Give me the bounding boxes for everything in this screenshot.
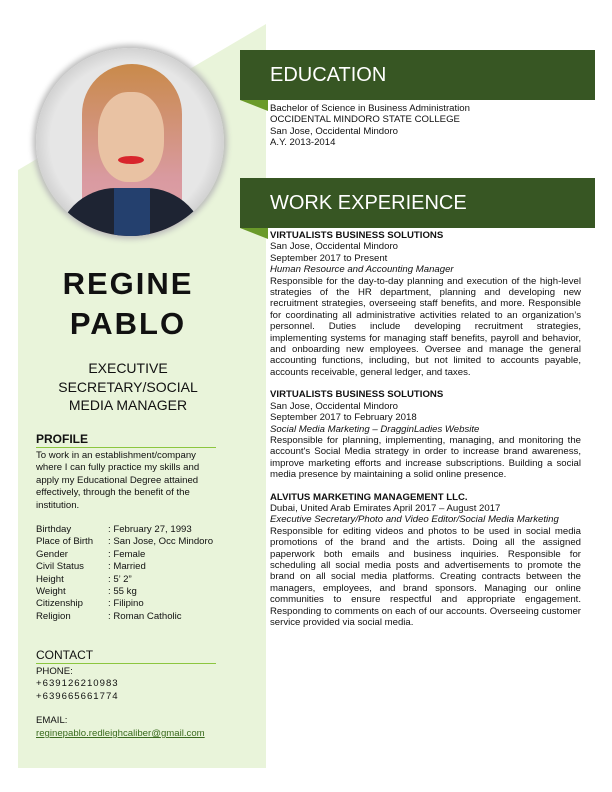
job-description: Responsible for the day-to-day planning and execution of the high-level strategies of the HR department, planning and developing new recruitment strategies, overseeing staff benefits, and more. Responsible for coordinating all administrative activities related to an organization’s personnel. Duties include developing recruitment strategies, implementing systems for managing staff benefits, payroll and behavior, and onboarding new employees. Oversee and manage the general accounting functions, including, but not limited to accounts payable, accounts receivable, general ledger, and taxes. xyxy=(270,275,581,378)
job-entry xyxy=(270,230,581,378)
fact-value: : 5’ 2” xyxy=(108,573,132,585)
last-name: PABLO xyxy=(69,306,187,341)
degree: Bachelor of Science in Business Administration xyxy=(270,103,470,114)
fact-value: : Female xyxy=(108,548,146,560)
job-entry xyxy=(270,492,581,629)
fact-row xyxy=(36,536,213,548)
job-description: Responsible for editing videos and photos to be used in social media promotions of the brand and the artists. Doing all the assigned paperwork both emails and business inquiries. Responsible for scheduling all social media posts and advertisements to promote the brand on all social media platforms. Creating contracts between the managers, employees, and brand sponsors. Managing our online communities to ensure respectful and appropriate engagement. Responding to comments on each of our accounts. Overseeing customer service provided via social media. xyxy=(270,525,581,628)
contact-info xyxy=(36,666,119,728)
job-dates: September 2017 to February 2018 xyxy=(270,412,417,424)
fact-row xyxy=(36,524,213,536)
heading-tab xyxy=(240,228,268,239)
fact-label: Gender xyxy=(36,548,68,560)
fact-row xyxy=(36,561,213,573)
email-label: EMAIL: xyxy=(36,715,68,727)
company: VIRTUALISTS BUSINESS SOLUTIONS xyxy=(270,389,444,401)
job-title xyxy=(18,359,238,415)
fact-value: : Filipino xyxy=(108,598,144,610)
education-details xyxy=(270,103,581,149)
job-location: Dubai, United Arab Emirates April 2017 – August 2017 xyxy=(270,502,501,514)
phone-label: PHONE: xyxy=(36,666,73,677)
personal-facts xyxy=(36,524,213,623)
work-experience-list xyxy=(270,230,581,639)
fact-row xyxy=(36,549,213,561)
job-entry xyxy=(270,389,581,480)
fact-label: Civil Status xyxy=(36,561,84,573)
phone-number: +639126210983 xyxy=(36,678,119,690)
job-role: Human Resource and Accounting Manager xyxy=(270,264,454,276)
profile-photo xyxy=(36,48,224,236)
fact-row xyxy=(36,611,213,623)
heading-tab xyxy=(240,100,268,111)
profile-heading: PROFILE xyxy=(36,432,216,448)
fact-value: : Roman Catholic xyxy=(108,610,182,622)
fact-value: : Married xyxy=(108,561,146,573)
profile-text: To work in an establishment/company where I can fully practice my skills and apply my Educational Degree attained effectively, through the benefit of the institution. xyxy=(36,450,200,511)
school-location: San Jose, Occidental Mindoro xyxy=(270,125,398,137)
company: VIRTUALISTS BUSINESS SOLUTIONS xyxy=(270,230,444,241)
job-dates: September 2017 to Present xyxy=(270,252,388,264)
fact-label: Weight xyxy=(36,586,66,598)
email-link[interactable]: reginepablo.redleighcaliber@gmail.com xyxy=(36,728,205,739)
job-title-line: SECRETARY/SOCIAL xyxy=(58,378,198,395)
first-name: REGINE xyxy=(62,266,194,301)
fact-row xyxy=(36,586,213,598)
school-year: A.Y. 2013-2014 xyxy=(270,137,336,149)
work-heading: WORK EXPERIENCE xyxy=(240,178,595,228)
job-description: Responsible for planning, implementing, managing, and monitoring the account's Social Media strategy in order to increase brand awareness, improve marketing efforts and increase subscriptions. Building a social media presence by maintaining a solid online presence. xyxy=(270,434,581,481)
school: OCCIDENTAL MINDORO STATE COLLEGE xyxy=(270,114,460,126)
fact-row xyxy=(36,574,213,586)
education-heading: EDUCATION xyxy=(240,50,595,100)
fact-row xyxy=(36,598,213,610)
fact-label: Height xyxy=(36,573,64,585)
job-role: Executive Secretary/Photo and Video Editor/Social Media Marketing xyxy=(270,514,559,526)
job-role: Social Media Marketing – DragginLadies Website xyxy=(270,423,480,435)
fact-label: Citizenship xyxy=(36,598,83,610)
job-location: San Jose, Occidental Mindoro xyxy=(270,400,398,412)
job-title-line: EXECUTIVE xyxy=(88,360,168,376)
company: ALVITUS MARKETING MANAGEMENT LLC. xyxy=(270,491,468,503)
fact-value: : San Jose, Occ Mindoro xyxy=(108,536,214,548)
phone-number: +639665661774 xyxy=(36,690,119,702)
fact-label: Birthday xyxy=(36,524,72,535)
contact-heading: CONTACT xyxy=(36,648,216,664)
job-title-line: MEDIA MANAGER xyxy=(68,397,188,413)
fact-value: : 55 kg xyxy=(108,586,137,598)
fact-value: : February 27, 1993 xyxy=(108,524,192,535)
job-location: San Jose, Occidental Mindoro xyxy=(270,241,398,253)
fact-label: Place of Birth xyxy=(36,536,94,548)
fact-label: Religion xyxy=(36,610,71,622)
